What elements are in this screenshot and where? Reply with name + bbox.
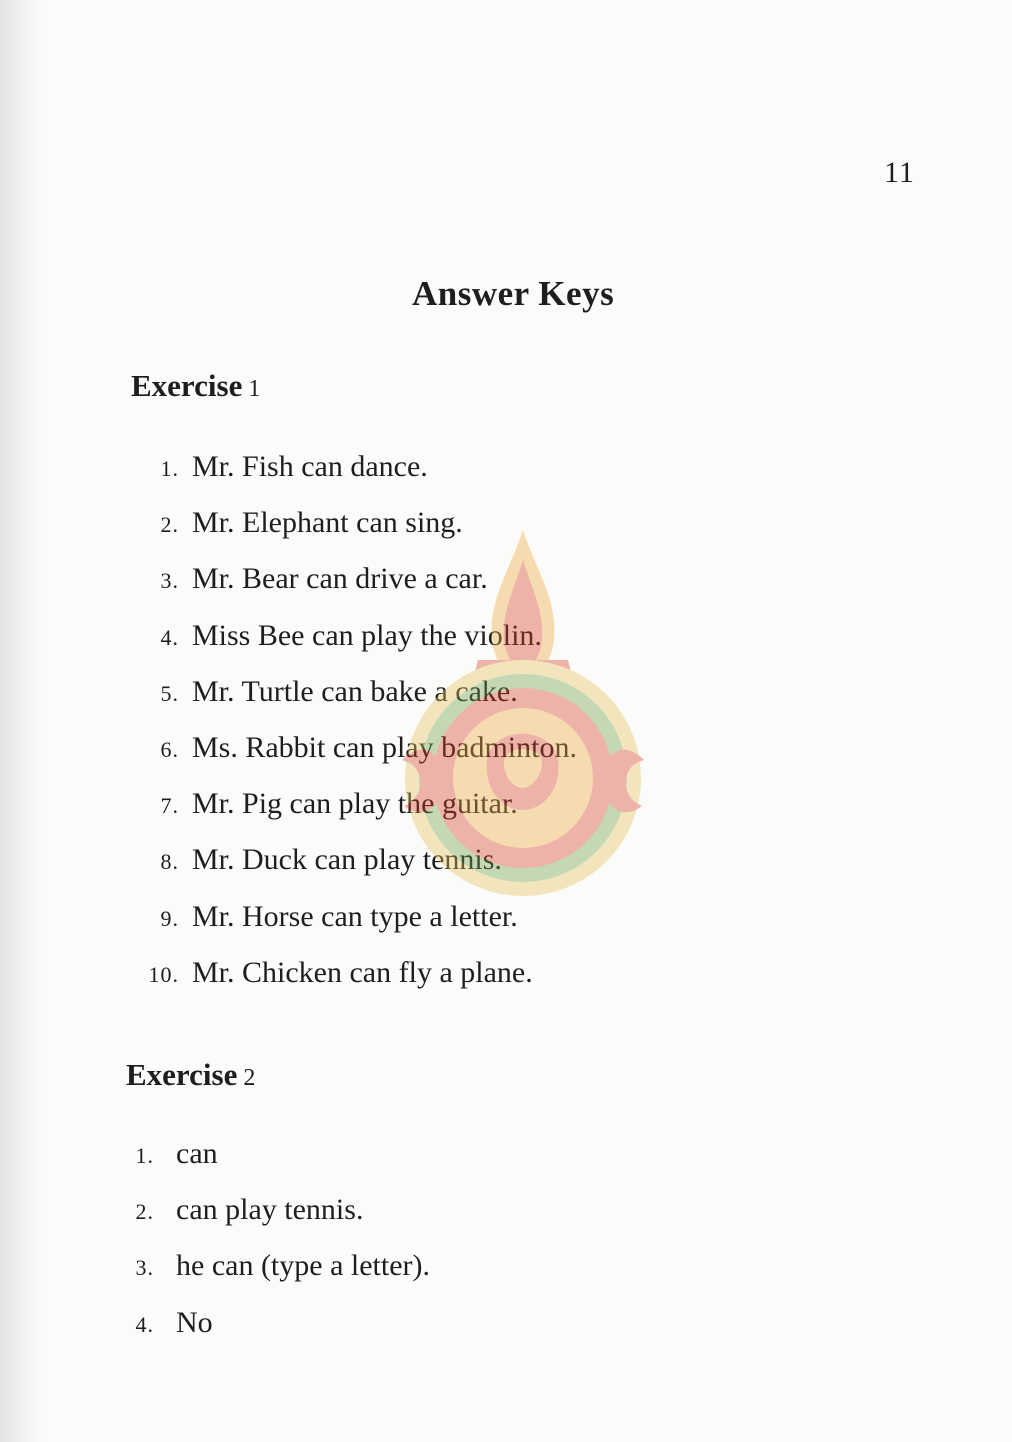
item-answer: Mr. Duck can play tennis. bbox=[192, 843, 502, 877]
exercise-2-heading-number: 2 bbox=[243, 1065, 256, 1091]
watermark-inner-disc bbox=[453, 708, 593, 848]
item-number: 3. bbox=[135, 1255, 154, 1281]
item-number: 7. bbox=[160, 793, 179, 819]
item-answer: Miss Bee can play the violin. bbox=[192, 618, 542, 652]
item-number: 1. bbox=[135, 1143, 154, 1168]
item-number: 9. bbox=[160, 905, 179, 931]
item-number: 4. bbox=[160, 624, 179, 650]
exercise-2-heading bbox=[126, 1057, 255, 1093]
item-answer: Mr. Fish can dance. bbox=[192, 450, 428, 483]
item-answer: Ms. Rabbit can play badminton. bbox=[192, 730, 577, 764]
watermark-red-ring bbox=[433, 688, 613, 868]
exercise-1-heading-label: Exercise bbox=[131, 368, 243, 403]
item-number: 8. bbox=[160, 849, 179, 875]
item-answer: Mr. Pig can play the guitar. bbox=[192, 787, 518, 821]
exercise-1-heading-number: 1 bbox=[248, 376, 261, 402]
item-answer: Mr. Turtle can bake a cake. bbox=[192, 674, 518, 708]
item-number: 5. bbox=[160, 680, 179, 706]
watermark-spire bbox=[492, 530, 555, 685]
watermark-spire-inner bbox=[504, 560, 542, 670]
item-answer: Mr. Chicken can fly a plane. bbox=[192, 955, 533, 989]
item-number: 1. bbox=[160, 456, 179, 481]
item-answer: Mr. Bear can drive a car. bbox=[192, 562, 488, 596]
item-number: 4. bbox=[135, 1311, 154, 1337]
item-answer: can play tennis. bbox=[176, 1193, 364, 1227]
item-number: 10. bbox=[148, 961, 179, 987]
item-answer: Mr. Elephant can sing. bbox=[192, 506, 463, 540]
item-number: 3. bbox=[160, 568, 179, 594]
item-answer: he can (type a letter). bbox=[176, 1249, 431, 1283]
item-number: 2. bbox=[135, 1199, 154, 1225]
page-number: 11 bbox=[884, 156, 915, 189]
page-edge-shadow bbox=[0, 0, 42, 1442]
item-number: 2. bbox=[160, 512, 179, 538]
item-number: 6. bbox=[160, 736, 179, 762]
page-title: Answer Keys bbox=[412, 274, 615, 313]
item-answer: can bbox=[176, 1137, 218, 1170]
exercise-1-heading bbox=[131, 368, 260, 404]
item-answer: Mr. Horse can type a letter. bbox=[192, 899, 518, 933]
watermark-right-flourish bbox=[604, 750, 644, 813]
exercise-2-heading-label: Exercise bbox=[126, 1057, 238, 1092]
item-answer: No bbox=[176, 1305, 213, 1339]
